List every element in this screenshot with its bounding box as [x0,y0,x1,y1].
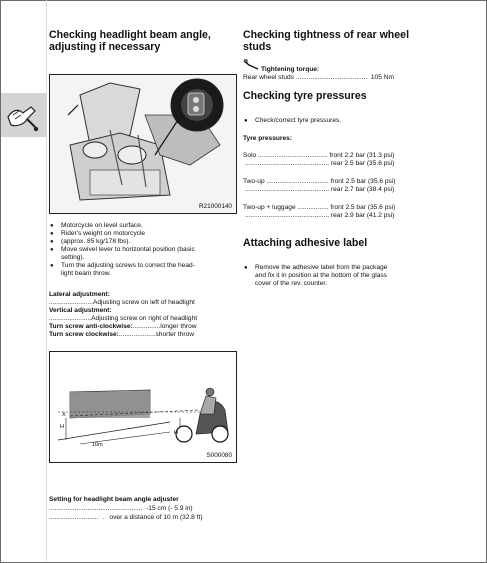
height-label: H [174,430,178,436]
distance-label: 10m [92,442,103,448]
tyre-row: Two-up + luggage ................. front 2.5 bar (35.6 psi) [243,204,396,211]
vertical-value: .......................Adjusting screw on right of headlight [49,315,198,322]
clockwise-value: ....................shorter throw [118,331,194,338]
list-item: ● Motorcycle on level surface. [49,222,239,230]
figure-code: R21000140 [198,203,232,210]
torque-label: Tightening torque: [261,66,320,73]
margin-rule [46,0,47,561]
clockwise-label: Turn screw clockwise: [49,331,119,338]
motorcycle-front-illustration [50,75,236,213]
torque-line: Rear wheel studs ....................................... 105 Nm [243,74,394,81]
studs-heading: Checking tightness of rear wheel studs [243,29,410,53]
list-item: ● Remove the adhesive label from the package and fix it in position at the bottom of the glass cover of the rev. counter. [243,264,443,288]
list-item: ● Turn the adjusting screws to correct the head- light beam throw. [49,262,239,278]
setting-line: ................................................... -15 cm (- 5.9 in) [49,505,193,512]
offset-label: X [62,412,66,418]
hand-pressure-gauge-icon [5,97,43,133]
anticlockwise-label: Turn screw anti-clockwise: [49,323,133,330]
lateral-value: ........................Adjusting screw on left of headlight [49,299,195,306]
anticlockwise-row [49,323,197,331]
list-item: ● Check/correct tyre pressures. [243,117,443,125]
clockwise-row [49,331,194,339]
tyre-row: Two-up .................................. front 2.5 bar (35.6 psi) [243,178,396,185]
tyre-heading: Checking tyre pressures [243,90,367,102]
list-item: ● Rider's weight on motorcycle [49,230,239,238]
setting-heading: Setting for headlight beam angle adjuster [49,496,179,503]
tyre-row: .............................................. rear 2.5 bar (35.6 psi) [243,160,395,167]
headlight-check-list [49,222,239,278]
adhesive-label-heading: Attaching adhesive label [243,237,368,249]
beam-diagram-figure [49,351,237,463]
headlight-photo-figure [49,74,237,214]
section-tab [1,93,47,137]
list-item: ● Move swivel lever to horizontal position (basic setting). [49,246,239,262]
tyre-row: .............................................. rear 2.7 bar (38.4 psi) [243,186,395,193]
tyre-check-list [243,117,443,125]
headlight-heading: Checking headlight beam angle, adjusting if necessary [49,29,211,53]
tyre-row: Solo ...................................... front 2.2 bar (31.3 psi) [243,152,395,159]
figure-code: S000080 [206,452,232,459]
height-label: H [60,424,64,430]
tyre-row: .............................................. rear 2.9 bar (41.2 psi) [243,212,395,219]
setting-line: ........................... . over a distance of 10 m (32.8 ft) [49,514,203,521]
beam-angle-diagram [50,352,236,462]
anticlockwise-value: ...............longer throw [132,323,197,330]
adhesive-label-list [243,264,443,288]
lateral-label: Lateral adjustment: [49,291,110,298]
vertical-label: Vertical adjustment: [49,307,112,314]
torque-wrench-icon [243,59,261,71]
tyre-pressures-label: Tyre pressures: [243,135,292,142]
list-item: ● (approx. 85 kg/178 lbs). [49,238,239,246]
